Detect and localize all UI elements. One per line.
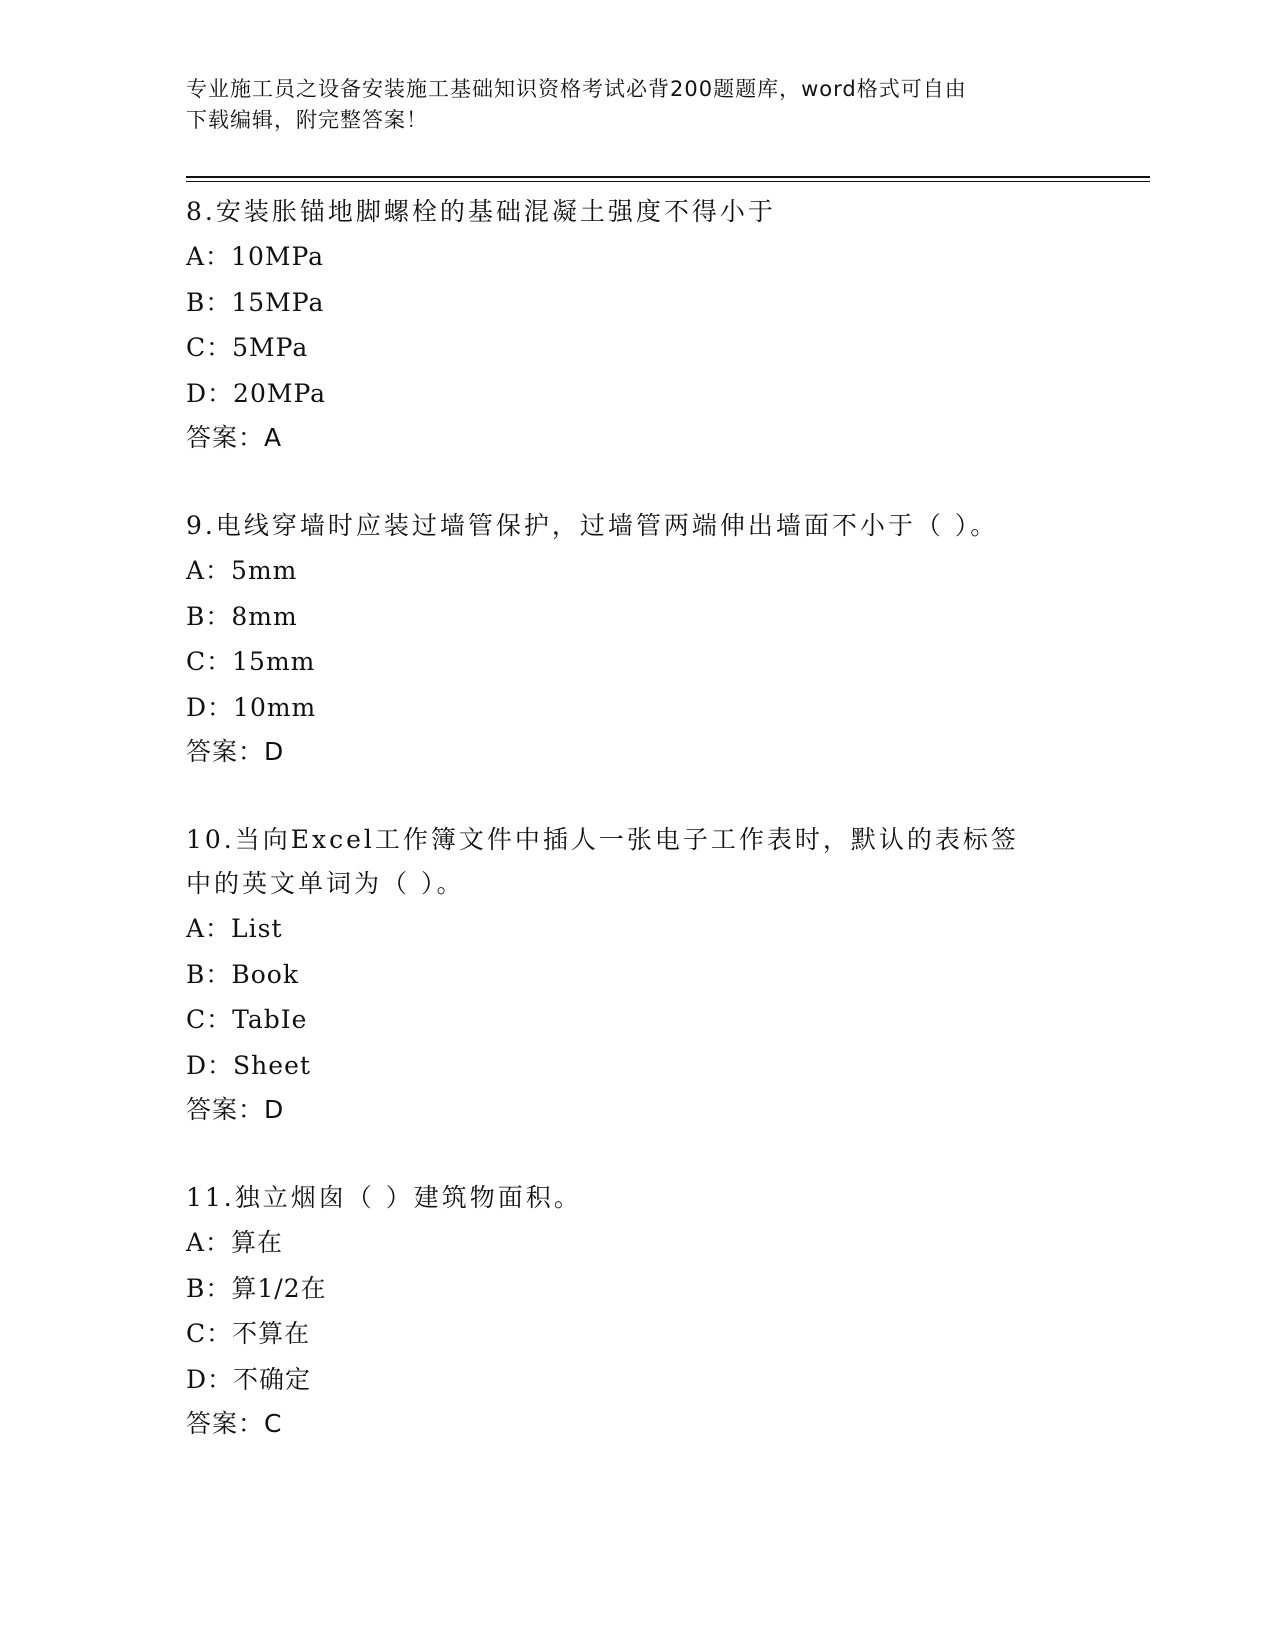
header-rule-thick — [186, 176, 1150, 178]
option-d: D：不确定 — [186, 1364, 312, 1394]
question-stem: 11.独立烟囱（ ）建筑物面积。 — [186, 1183, 582, 1212]
option-b: B：8mm — [186, 601, 298, 631]
question-11 — [186, 1176, 1086, 1446]
option-c: C：5MPa — [186, 333, 309, 362]
option-d: D：10mm — [186, 692, 317, 722]
option-c: C：TabIe — [186, 1005, 308, 1034]
answer-line: 答案：D — [186, 1095, 285, 1124]
question-9 — [186, 504, 1086, 774]
header-line-2: 下载编辑，附完整答案！ — [186, 108, 428, 132]
header-line-1: 专业施工员之设备安装施工基础知识资格考试必背200题题库，word格式可自由 — [186, 77, 967, 101]
question-stem: 10.当向Excel工作簿文件中插人一张电子工作表时，默认的表标签中的英文单词为（ ）。 — [186, 825, 1019, 898]
option-b: B：算1/2在 — [186, 1273, 327, 1303]
question-8 — [186, 190, 1086, 460]
option-c: C：15mm — [186, 647, 316, 676]
option-b: B：Book — [186, 959, 299, 989]
answer-line: 答案：C — [186, 1409, 283, 1438]
question-stem: 9.电线穿墙时应装过墙管保护，过墙管两端伸出墙面不小于（ ）。 — [186, 511, 999, 540]
answer-line: 答案：A — [186, 423, 283, 452]
option-d: D：Sheet — [186, 1050, 311, 1080]
option-a: A：List — [186, 914, 283, 943]
answer-line: 答案：D — [186, 737, 285, 766]
document-header — [186, 74, 1066, 136]
question-stem: 8.安装胀锚地脚螺栓的基础混凝土强度不得小于 — [186, 197, 776, 226]
option-d: D：20MPa — [186, 378, 327, 408]
header-rule-thin — [186, 181, 1150, 182]
option-a: A：10MPa — [186, 242, 325, 271]
option-c: C：不算在 — [186, 1319, 311, 1348]
option-a: A：算在 — [186, 1228, 284, 1257]
question-list — [186, 190, 1086, 1490]
question-10 — [186, 818, 1086, 1132]
option-b: B：15MPa — [186, 287, 325, 317]
option-a: A：5mm — [186, 556, 298, 585]
